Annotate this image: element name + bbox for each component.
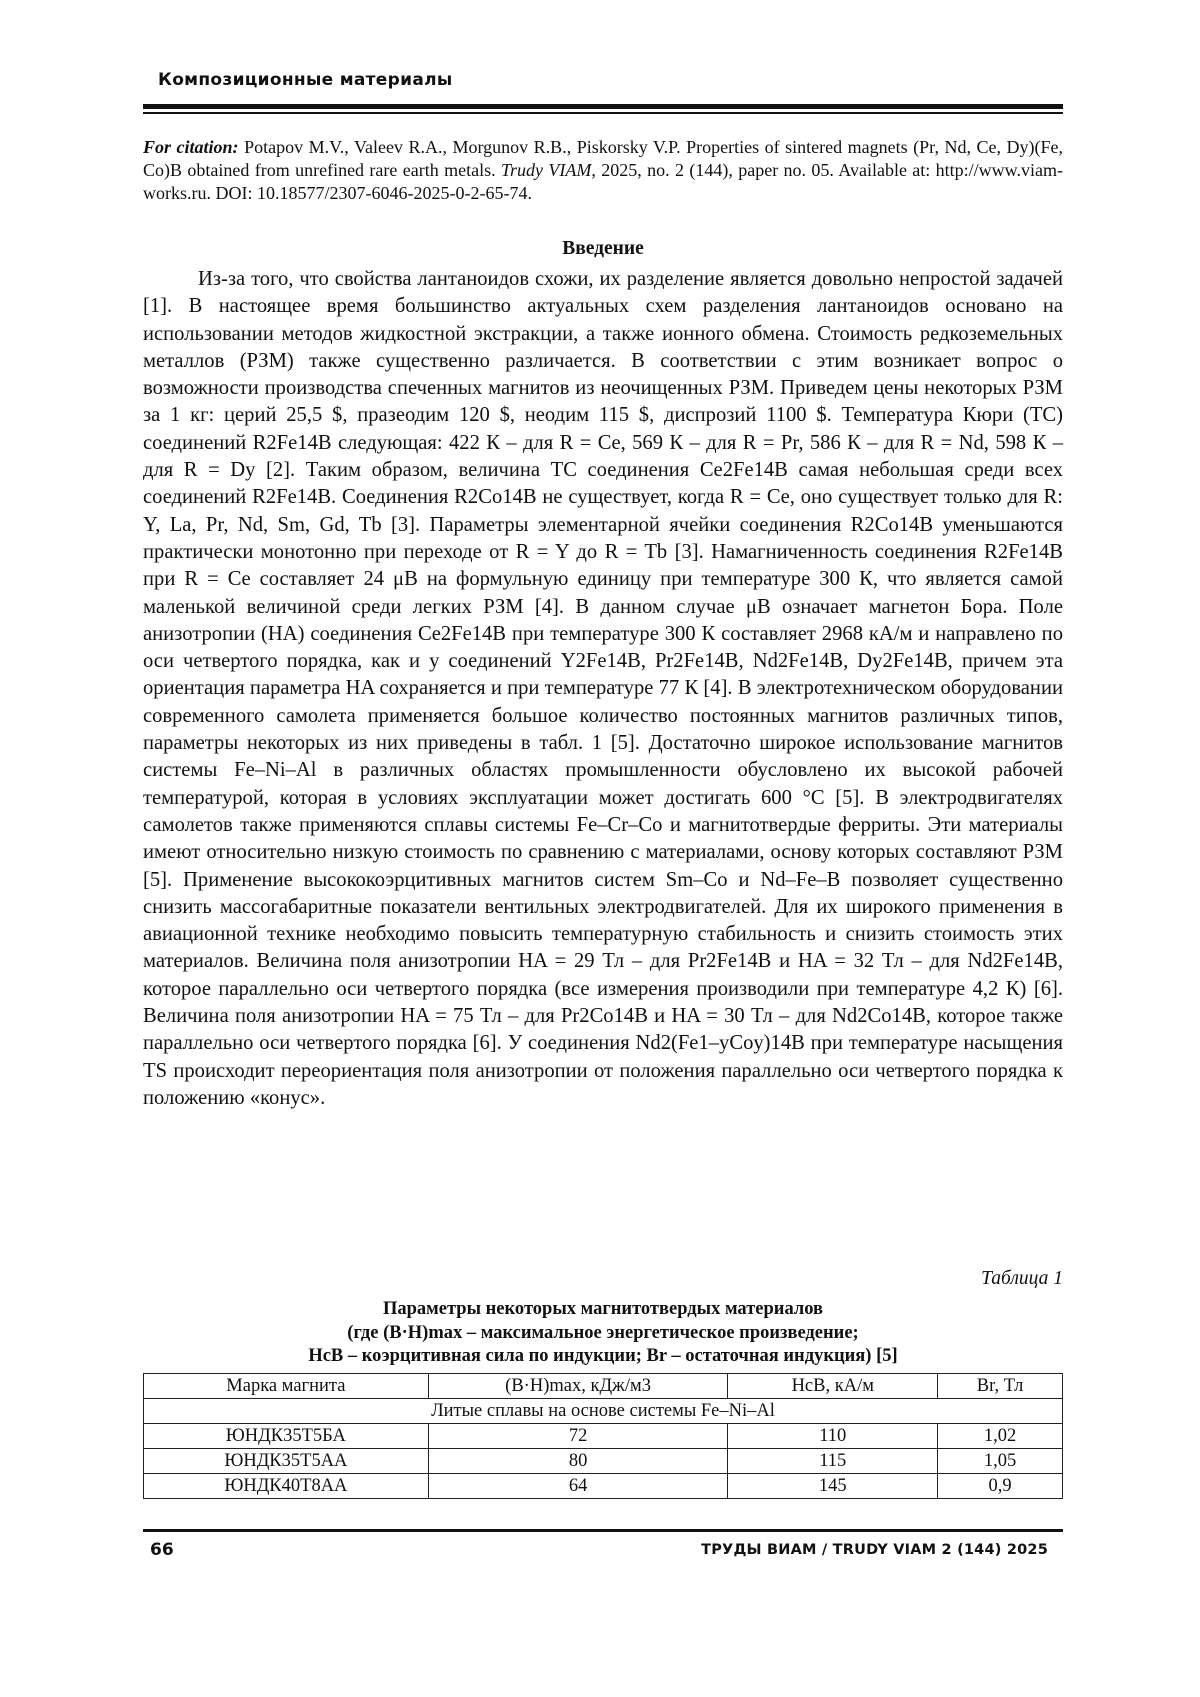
table-header-row (144, 1374, 1063, 1399)
page-number: 66 (150, 1540, 174, 1560)
table-cell: 1,05 (938, 1449, 1063, 1474)
section-title: Введение (562, 238, 644, 259)
table-cell: 72 (428, 1424, 728, 1449)
table-caption-line-3: HcB – коэрцитивная сила по индукции; Br – остаточная индукция) [5] (308, 1346, 898, 1366)
footer-journal: ТРУДЫ ВИАМ / TRUDY VIAM 2 (144) 2025 (701, 1542, 1048, 1558)
data-table (143, 1373, 1063, 1499)
table-cell: 110 (728, 1424, 938, 1449)
table-cell: 115 (728, 1449, 938, 1474)
table-cell: 64 (428, 1474, 728, 1499)
table-group-row (144, 1399, 1063, 1424)
table-row (144, 1474, 1063, 1499)
col-header-grade: Марка магнита (144, 1374, 429, 1399)
section-header: Композиционные материалы (158, 70, 453, 90)
citation-lead: For citation: (143, 137, 239, 157)
header-rule-thin (143, 112, 1063, 114)
col-header-remanence: Br, Тл (938, 1374, 1063, 1399)
table-cell: ЮНДК40Т8АА (144, 1474, 429, 1499)
table-label: Таблица 1 (981, 1268, 1063, 1289)
citation-tail: , 2025, no. 2 (144), paper no. 05. Available at: http://www.viam-works.ru. DOI: 10.18577/2307-6046-2025-0-2-65-74. (143, 160, 1063, 203)
table-cell: 145 (728, 1474, 938, 1499)
table-caption-line-1: Параметры некоторых магнитотвердых материалов (382, 1299, 824, 1319)
citation-authors-title: Potapov M.V., Valeev R.A., Morgunov R.B., Piskorsky V.P. Properties of sintered magnets (Pr, Nd, Ce, Dy)(Fe, Co)B obtained from unrefined rare earth metals. (143, 137, 1063, 180)
col-header-energy-product: (B·H)max, кДж/м3 (428, 1374, 728, 1399)
body-text (143, 266, 1063, 1112)
table-cell: 1,02 (938, 1424, 1063, 1449)
table-caption (143, 1298, 1063, 1369)
table-cell: 0,9 (938, 1474, 1063, 1499)
table-group-cell: Литые сплавы на основе системы Fe–Ni–Al (144, 1399, 1063, 1424)
col-header-coercivity: HcB, кА/м (728, 1374, 938, 1399)
table-row (144, 1424, 1063, 1449)
table-cell: 80 (428, 1449, 728, 1474)
body-paragraph: Из-за того, что свойства лантаноидов схожи, их разделение является довольно непростой задачей [1]. В настоящее время большинство актуальных схем разделения лантаноидов основано на использовании методов жидкостной экстракции, а также ионного обмена. Стоимость редкоземельных металлов (РЗМ) также существенно различается. В соответствии с этим возникает вопрос о возможности производства спеченных магнитов из неочищенных РЗМ. Приведем цены некоторых РЗМ за 1 кг: церий 25,5 $, празеодим 120 $, неодим 115 $, диспрозий 1100 $. Температура Кюри (TC) соединений R2Fe14B следующая: 422 К – для R = Ce, 569 К – для R = Pr, 586 К – для R = Nd, 598 К – для R = Dy [2]. Таким образом, величина TC соединения Ce2Fe14B самая небольшая среди всех соединений R2Fe14B. Соединения R2Co14B не существует, когда R = Ce, оно существует только для R: Y, La, Pr, Nd, Sm, Gd, Tb [3]. Параметры элементарной ячейки соединения R2Co14B уменьшаются практически монотонно при переходе от R = Y до R = Tb [3]. Намагниченность соединения R2Fe14B при R = Ce составляет 24 μB на формульную единицу при температуре 300 К, что является самой маленькой величиной среди легких РЗМ [4]. В данном случае μB означает магнетон Бора. Поле анизотропии (HA) соединения Ce2Fe14B при температуре 300 К составляет 2968 кА/м и направлено по оси четвертого порядка, как и у соединений Y2Fe14B, Pr2Fe14B, Nd2Fe14B, Dy2Fe14B, причем эта ориентация параметра HA сохраняется и при температуре 77 К [4]. В электротехническом оборудовании современного самолета применяется большое количество постоянных магнитов различных типов, параметры некоторых из них приведены в табл. 1 [5]. Достаточно широкое использование магнитов системы Fe–Ni–Al в различных областях промышленности обусловлено их высокой рабочей температурой, которая в условиях эксплуатации может достигать 600 °С [5]. В электродвигателях самолетов также применяются сплавы системы Fe–Cr–Co и магнитотвердые ферриты. Эти материалы имеют относительно низкую стоимость по сравнению с материалами, основу которых составляют РЗМ [5]. Применение высококоэрцитивных магнитов систем Sm–Co и Nd–Fe–B позволяет существенно снизить массогабаритные показатели вентильных электродвигателей. Для их широкого применения в авиационной технике необходимо повысить температурную стабильность и снизить стоимость этих материалов. Величина поля анизотропии HA = 29 Тл – для Pr2Fe14B и HA = 32 Тл – для Nd2Fe14B, которое параллельно оси четвертого порядка (все измерения производили при температуре 4,2 К) [6]. Величина поля анизотропии HA = 75 Тл – для Pr2Co14B и HA = 30 Тл – для Nd2Co14B, которое также параллельно оси четвертого порядка [6]. У соединения Nd2(Fe1–yCoy)14B при температуре насыщения TS происходит переориентация поля анизотропии от положения параллельно оси четвертого порядка к положению «конус». (143, 268, 1063, 1109)
header-rule-thick (143, 104, 1063, 109)
citation-journal: Trudy VIAM (500, 160, 592, 180)
table-row (144, 1449, 1063, 1474)
citation-block (143, 136, 1063, 205)
table-caption-line-2: (где (B·H)max – максимальное энергетическое произведение; (347, 1322, 859, 1343)
footer-rule (143, 1529, 1063, 1532)
table-cell: ЮНДК35Т5БА (144, 1424, 429, 1449)
table-cell: ЮНДК35Т5АА (144, 1449, 429, 1474)
